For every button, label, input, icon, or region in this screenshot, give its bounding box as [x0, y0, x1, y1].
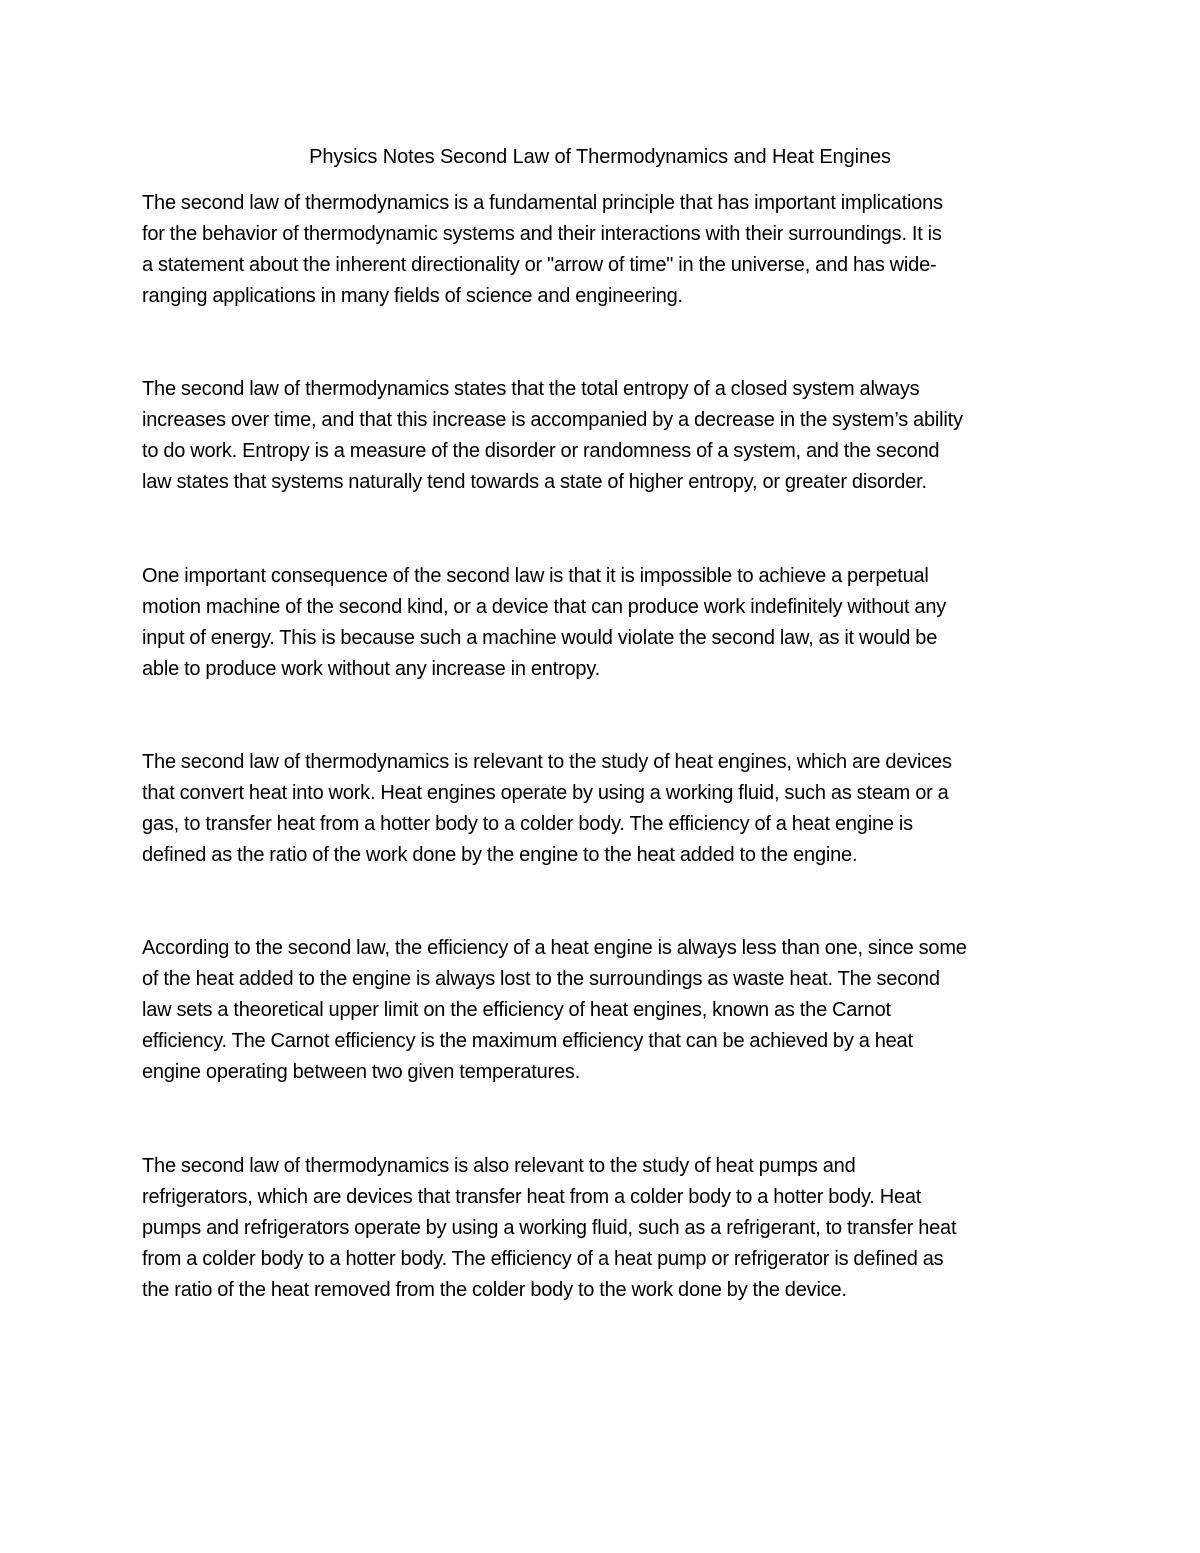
paragraph-entropy: [142, 374, 1057, 498]
paragraph-line: The second law of thermodynamics is relevant to the study of heat engines, which are devices: [142, 751, 952, 773]
paragraph-line: pumps and refrigerators operate by using a working fluid, such as a refrigerant, to transfer heat: [142, 1217, 957, 1239]
paragraph-line: gas, to transfer heat from a hotter body to a colder body. The efficiency of a heat engine is: [142, 813, 913, 835]
paragraph-line: to do work. Entropy is a measure of the disorder or randomness of a system, and the second: [142, 440, 940, 462]
paragraph-line: from a colder body to a hotter body. The efficiency of a heat pump or refrigerator is defined as: [142, 1248, 944, 1270]
paragraph-line: efficiency. The Carnot efficiency is the maximum efficiency that can be achieved by a heat: [142, 1030, 913, 1052]
paragraph-line: refrigerators, which are devices that transfer heat from a colder body to a hotter body. Heat: [142, 1186, 922, 1208]
paragraph-line: increases over time, and that this increase is accompanied by a decrease in the system’s ability: [142, 409, 963, 431]
paragraph-line: the ratio of the heat removed from the colder body to the work done by the device.: [142, 1279, 847, 1301]
paragraph-heat-engines: [142, 747, 1057, 871]
paragraph-line: The second law of thermodynamics is also relevant to the study of heat pumps and: [142, 1155, 856, 1177]
paragraph-line: According to the second law, the efficiency of a heat engine is always less than one, since some: [142, 937, 967, 959]
paragraph-line: defined as the ratio of the work done by the engine to the heat added to the engine.: [142, 844, 858, 866]
paragraph-line: law sets a theoretical upper limit on the efficiency of heat engines, known as the Carnot: [142, 999, 891, 1021]
document-title: Physics Notes Second Law of Thermodynamics and Heat Engines: [309, 146, 891, 168]
paragraph-line: a statement about the inherent directionality or "arrow of time" in the universe, and has wide-: [142, 254, 937, 276]
paragraph-line: law states that systems naturally tend towards a state of higher entropy, or greater disorder.: [142, 471, 927, 493]
paragraph-line: One important consequence of the second law is that it is impossible to achieve a perpetual: [142, 565, 929, 587]
paragraph-line: input of energy. This is because such a machine would violate the second law, as it would be: [142, 627, 938, 649]
paragraph-line: for the behavior of thermodynamic systems and their interactions with their surroundings. It is: [142, 223, 942, 245]
paragraph-line: The second law of thermodynamics states that the total entropy of a closed system always: [142, 378, 920, 400]
paragraph-line: of the heat added to the engine is always lost to the surroundings as waste heat. The second: [142, 968, 940, 990]
paragraph-perpetual-motion: [142, 561, 1057, 685]
paragraph-heat-pumps: [142, 1151, 1057, 1306]
paragraph-line: able to produce work without any increase in entropy.: [142, 658, 601, 680]
paragraph-second-law-intro: [142, 188, 1057, 312]
paragraph-line: The second law of thermodynamics is a fundamental principle that has important implications: [142, 192, 943, 214]
paragraph-carnot-efficiency: [142, 933, 1057, 1088]
paragraph-line: that convert heat into work. Heat engines operate by using a working fluid, such as steam or a: [142, 782, 949, 804]
paragraph-line: ranging applications in many fields of science and engineering.: [142, 285, 683, 307]
paragraph-line: engine operating between two given temperatures.: [142, 1061, 581, 1083]
paragraph-line: motion machine of the second kind, or a device that can produce work indefinitely without any: [142, 596, 947, 618]
